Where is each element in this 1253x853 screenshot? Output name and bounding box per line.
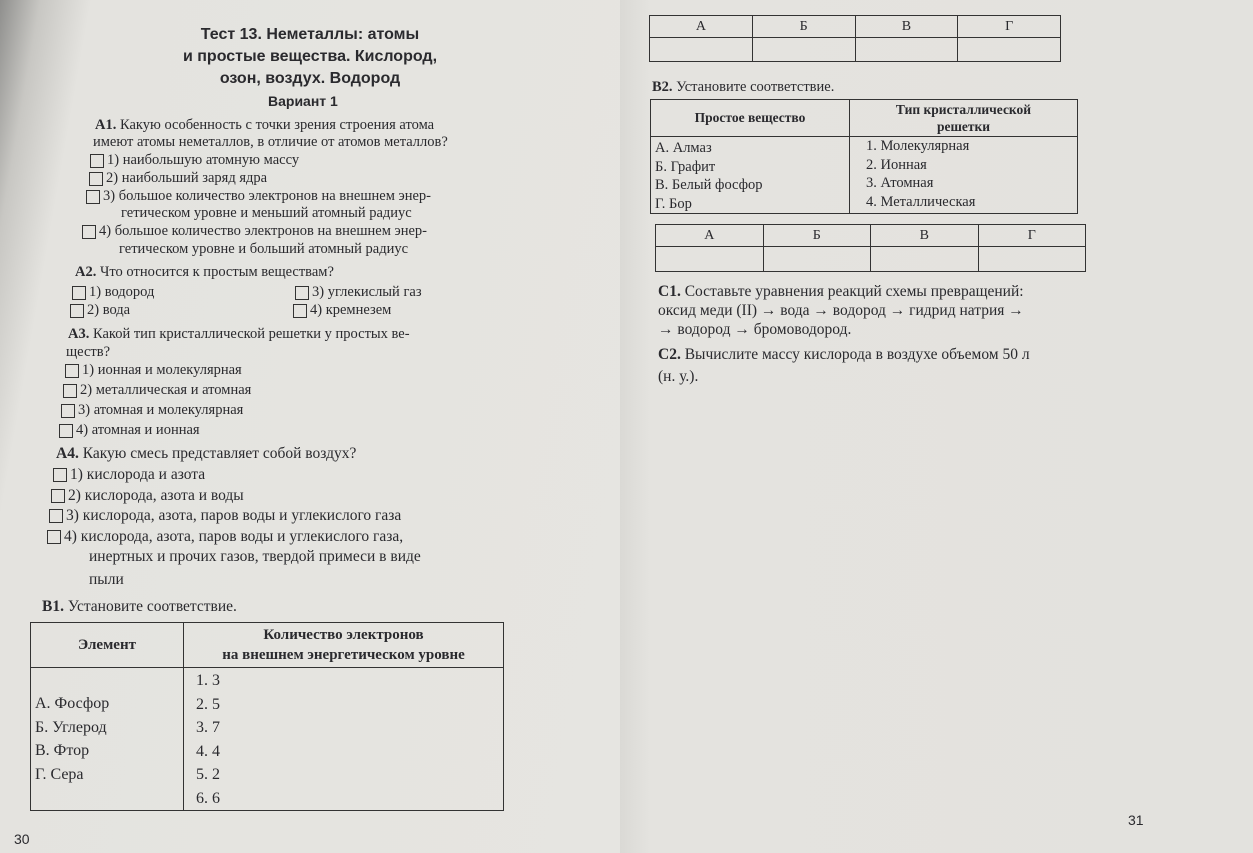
answer-header-v: В <box>855 16 958 38</box>
c2-line-1: С2. Вычислите массу кислорода в воздухе объемом 50 л <box>658 346 1030 363</box>
a3-option-4[interactable]: 4) атомная и ионная <box>59 422 200 439</box>
checkbox[interactable] <box>295 286 309 300</box>
test-title <box>140 24 480 90</box>
answer-table-b2 <box>655 224 1086 272</box>
b2-col-lattice: Тип кристаллической решетки <box>850 100 1078 137</box>
a1-option-4[interactable]: 4) большое количество электронов на внешнем энер- <box>82 223 427 240</box>
a4-option-2[interactable]: 2) кислорода, азота и воды <box>51 487 244 505</box>
checkbox[interactable] <box>53 468 67 482</box>
a4-option-4-cont-2: пыли <box>89 571 124 588</box>
answer-cell-a[interactable] <box>656 247 764 272</box>
c1-line-2: оксид меди (II) → вода → водород → гидрид натрия → <box>658 302 1024 319</box>
answer-header-a: А <box>650 16 753 38</box>
b1-table <box>30 622 504 811</box>
title-line-3: озон, воздух. Водород <box>219 70 401 87</box>
a3-option-3[interactable]: 3) атомная и молекулярная <box>61 402 243 419</box>
checkbox[interactable] <box>47 530 61 544</box>
b2-left-column <box>651 137 850 214</box>
b2-col-substance: Простое вещество <box>651 100 850 137</box>
b2-table <box>650 99 1078 214</box>
answer-cell-v[interactable] <box>871 247 979 272</box>
a1-option-3-cont: гетическом уровне и меньший атомный радиус <box>121 205 412 221</box>
a1-option-1[interactable]: 1) наибольшую атомную массу <box>90 152 299 169</box>
a4-question: А4. Какую смесь представляет собой воздух? <box>56 445 357 462</box>
b1-instruction: В1. Установите соответствие. <box>42 598 237 615</box>
list-item: 2. Ионная <box>866 156 927 173</box>
a1-question-line-1: А1. Какую особенность с точки зрения строения атома <box>95 117 435 133</box>
list-item: 1. 3 <box>196 672 220 689</box>
answer-cell-g[interactable] <box>958 38 1061 62</box>
answer-header-a: А <box>656 225 764 247</box>
title-line-2: и простые вещества. Кислород, <box>182 48 438 65</box>
answer-cell-b[interactable] <box>752 38 855 62</box>
list-item: 4. 4 <box>196 742 220 760</box>
answer-header-v: В <box>871 225 979 247</box>
list-item: 5. 2 <box>196 766 220 783</box>
a1-option-2[interactable]: 2) наибольший заряд ядра <box>89 170 267 187</box>
checkbox[interactable] <box>65 364 79 378</box>
answer-header-b: Б <box>752 16 855 38</box>
a2-option-3[interactable]: 3) углекислый газ <box>295 284 422 301</box>
a2-option-1[interactable]: 1) водород <box>72 284 154 301</box>
title-line-1: Тест 13. Неметаллы: атомы <box>200 26 420 43</box>
c1-line-1: С1. Составьте уравнения реакций схемы превращений: <box>658 283 1024 300</box>
answer-header-g: Г <box>958 16 1061 38</box>
checkbox[interactable] <box>72 286 86 300</box>
list-item: В. Фтор <box>35 742 90 759</box>
variant-label: Вариант 1 <box>268 93 338 109</box>
answer-cell-g[interactable] <box>978 247 1086 272</box>
checkbox[interactable] <box>82 225 96 239</box>
a2-option-4[interactable]: 4) кремнезем <box>293 302 391 319</box>
list-item: 2. 5 <box>196 695 220 713</box>
list-item: Б. Углерод <box>35 718 107 736</box>
a2-option-2[interactable]: 2) вода <box>70 302 130 319</box>
answer-cell-a[interactable] <box>650 38 753 62</box>
list-item: А. Алмаз <box>655 140 712 156</box>
checkbox[interactable] <box>70 304 84 318</box>
b2-instruction: В2. Установите соответствие. <box>652 79 835 95</box>
answer-cell-b[interactable] <box>763 247 871 272</box>
checkbox[interactable] <box>49 509 63 523</box>
checkbox[interactable] <box>63 384 77 398</box>
a1-option-3[interactable]: 3) большое количество электронов на внешнем энер- <box>86 188 431 205</box>
a3-question-line-2: ществ? <box>66 344 111 360</box>
page-number-left: 30 <box>14 831 30 847</box>
list-item: 3. Атомная <box>866 175 934 191</box>
list-item: В. Белый фосфор <box>655 177 763 193</box>
b2-right-column <box>850 137 1078 214</box>
b1-left-column <box>31 668 184 811</box>
answer-header-g: Г <box>978 225 1086 247</box>
checkbox[interactable] <box>61 404 75 418</box>
page-number-right: 31 <box>1128 812 1144 828</box>
list-item: 6. 6 <box>196 789 220 807</box>
checkbox[interactable] <box>90 154 104 168</box>
a4-option-1[interactable]: 1) кислорода и азота <box>53 466 205 484</box>
checkbox[interactable] <box>86 190 100 204</box>
a3-option-2[interactable]: 2) металлическая и атомная <box>63 382 251 399</box>
list-item: А. Фосфор <box>35 695 110 712</box>
list-item: Г. Бор <box>655 195 692 212</box>
a4-option-4-cont-1: инертных и прочих газов, твердой примеси в виде <box>89 548 421 565</box>
a3-question-line-1: А3. Какой тип кристаллической решетки у простых ве- <box>68 326 410 342</box>
answer-header-b: Б <box>763 225 871 247</box>
a1-option-4-cont: гетическом уровне и больший атомный радиус <box>119 241 409 257</box>
checkbox[interactable] <box>293 304 307 318</box>
answer-table-top <box>649 15 1061 62</box>
c1-line-3: → водород → бромоводород. <box>658 321 852 338</box>
a4-option-3[interactable]: 3) кислорода, азота, паров воды и углекислого газа <box>49 507 401 525</box>
list-item: Г. Сера <box>35 765 84 783</box>
answer-cell-v[interactable] <box>855 38 958 62</box>
list-item: Б. Графит <box>655 158 716 175</box>
b1-col-electrons: Количество электронов на внешнем энергетическом уровне <box>184 623 504 668</box>
a4-option-4[interactable]: 4) кислорода, азота, паров воды и углекислого газа, <box>47 528 403 546</box>
checkbox[interactable] <box>59 424 73 438</box>
checkbox[interactable] <box>89 172 103 186</box>
a1-question-line-2: имеют атомы неметаллов, в отличие от атомов металлов? <box>93 134 448 150</box>
list-item: 4. Металлическая <box>866 193 976 210</box>
b1-col-element: Элемент <box>31 623 184 668</box>
b1-right-column <box>184 668 504 811</box>
a2-question: А2. Что относится к простым веществам? <box>75 264 334 280</box>
a3-option-1[interactable]: 1) ионная и молекулярная <box>65 362 242 379</box>
list-item: 3. 7 <box>196 719 220 736</box>
checkbox[interactable] <box>51 489 65 503</box>
list-item: 1. Молекулярная <box>866 138 970 154</box>
c2-line-2: (н. у.). <box>658 368 699 385</box>
